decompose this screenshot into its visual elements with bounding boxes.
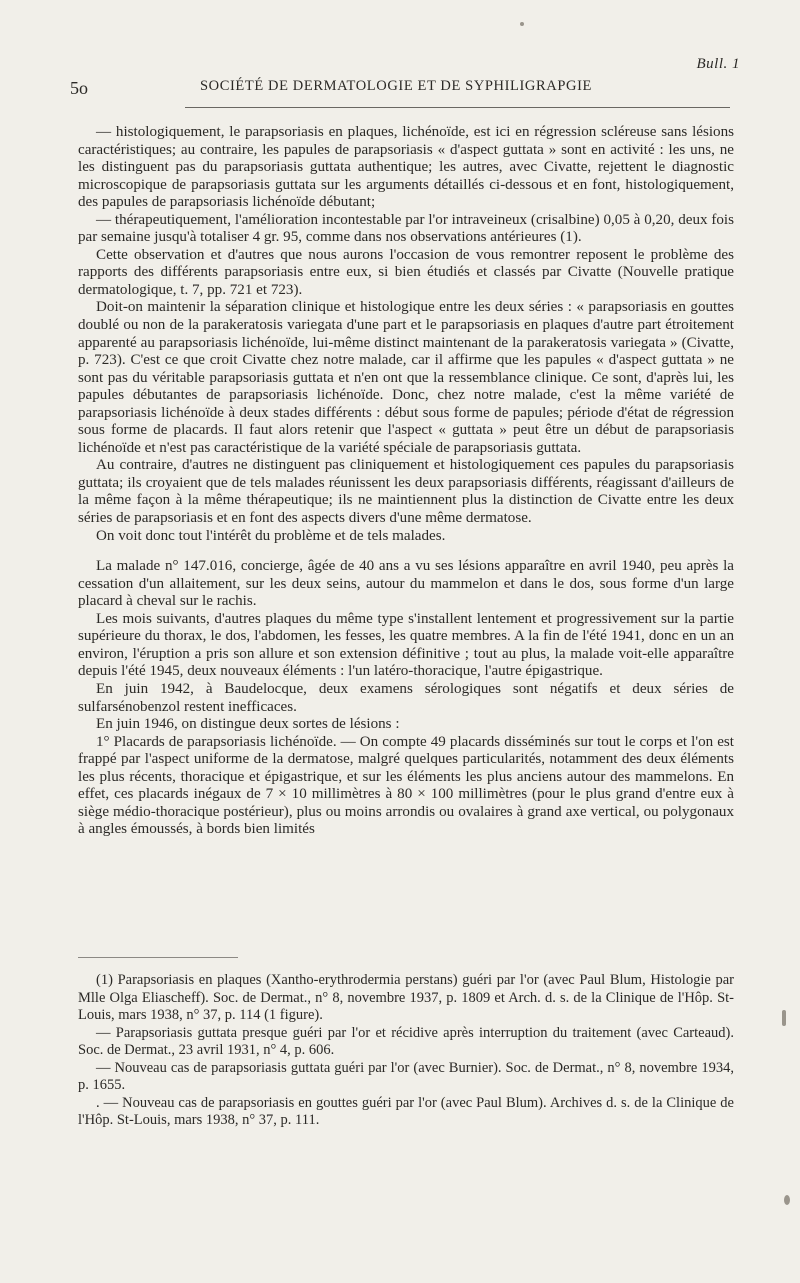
paragraph-problem: Cette observation et d'autres que nous aurons l'occasion de vous remontrer reposent le problème des rapports des différents parapsoriasis entre eux, si bien étudiés et classés par Civatte (Nouvelle pratique dermatologique, t. 7, pp. 721 et 723).: [78, 246, 734, 298]
paragraph-june-1942: En juin 1942, à Baudelocque, deux examens sérologiques sont négatifs et deux séries de sulfarsénobenzol restent inefficaces.: [78, 680, 734, 715]
paragraph-placards: 1° Placards de parapsoriasis lichénoïde. — On compte 49 placards disséminés sur tout le corps et l'on est frappé par l'aspect uniforme de la dermatose, malgré quelques particularités, notamment des deux éléments les plus récents, thoracique et épigastrique, et sur les éléments les plus anciens autour des mammelons. En effet, ces placards inégaux de 7 × 10 millimètres à 80 × 100 millimètres (pour le plus grand d'entre eux à siège médio-thoracique postérieur), plus ou moins arrondis ou ovalaires à grand axe vertical, ou polygonaux à angles émoussés, à bords bien limités: [78, 733, 734, 838]
paper-speck: [784, 1195, 790, 1205]
paragraph-june-1946: En juin 1946, on distingue deux sortes de lésions :: [96, 716, 400, 733]
paragraph-case: La malade n° 147.016, concierge, âgée de 40 ans a vu ses lésions apparaître en avril 1940, peu après la cessation d'un allaitement, sur les deux seins, autour du mammelon et dans le dos, sous forme d'un large placard à cheval sur le rachis.: [78, 558, 734, 610]
paper-speck: [520, 22, 524, 26]
footnote-rule: [78, 957, 238, 958]
paper-speck: [782, 1010, 786, 1026]
paragraph-months: Les mois suivants, d'autres plaques du même type s'installent lentement et progressivement sur la partie supérieure du thorax, le dos, l'abdomen, les fesses, les quatre membres. A la fin de l'été 1941, donc en un an environ, l'éruption a pris son allure et son extension définitive ; tout au plus, la malade voit-elle apparaître depuis l'été 1945, deux nouveaux éléments : l'un latéro-thoracique, l'autre épigastrique.: [78, 610, 734, 680]
running-title: SOCIÉTÉ DE DERMATOLOGIE ET DE SYPHILIGRAPGIE: [200, 78, 592, 94]
footnote-1: (1) Parapsoriasis en plaques (Xantho-erythrodermia perstans) guéri par l'or (avec Paul Blum, Histologie par Mlle Olga Eliascheff). Soc. de Dermat., n° 8, novembre 1937, p. 1809 et Arch. d. s. de la Clinique de l'Hôp. St-Louis, mars 1938, n° 37, p. 114 (1 figure).: [78, 972, 734, 1023]
main-text: [78, 124, 734, 839]
paragraph-separation: Doit-on maintenir la séparation clinique et histologique entre les deux séries : « parapsoriasis en gouttes doublé ou non de la parakeratosis variegata d'une part et le parapsoriasis en plaques d'autre part étroitement apparenté au parapsoriasis lichénoïde, lui-même distinct maintenant de la parakeratosis variegata » (Civatte, p. 723). C'est ce que croit Civatte chez notre malade, car il affirme que les papules « d'aspect guttata » ne sont pas du véritable parapsoriasis guttata et n'en ont que la ressemblance clinique. Ce sont, d'après lui, les papules débutantes de parapsoriasis lichénoïde. Donc, chez notre malade, c'est la même variété de parapsoriasis lichénoïde à deux stades différents : début sous forme de papules; période d'état de régression sous forme de placards. Il faut alors retenir que l'aspect « guttata » peut être un début de parapsoriasis lichénoïde et n'est pas caractéristique de la variété spéciale de parapsoriasis guttata.: [78, 299, 734, 456]
library-stamp: Bull. 1: [696, 56, 740, 72]
footnote-3: — Nouveau cas de parapsoriasis guttata guéri par l'or (avec Burnier). Soc. de Dermat., n° 8, novembre 1934, p. 1655.: [78, 1059, 734, 1093]
page-number: 5o: [70, 78, 88, 98]
header-rule: [185, 107, 730, 108]
paragraph-therapy: — thérapeutiquement, l'amélioration incontestable par l'or intraveineux (crisalbine) 0,05 à 0,20, deux fois par semaine jusqu'à totaliser 4 gr. 95, comme dans nos observations antérieures (1).: [78, 211, 734, 246]
paragraph-interest: On voit donc tout l'intérêt du problème et de tels malades.: [96, 527, 446, 544]
footnote-4: . — Nouveau cas de parapsoriasis en gouttes guéri par l'or (avec Paul Blum). Archives d. s. de la Clinique de l'Hôp. St-Louis, mars 1938, n° 37, p. 111.: [78, 1094, 734, 1128]
footnotes: [78, 972, 734, 1130]
paragraph-contrary: Au contraire, d'autres ne distinguent pas cliniquement et histologiquement ces papules du parapsoriasis guttata; ils croyaient que de tels malades réunissent les deux parapsoriasis différents, réagissant d'ailleurs de la même façon à la même thérapeutique; ils ne maintiennent plus la distinction de Civatte entre les deux séries de parapsoriasis et en font des aspects divers d'une même dermatose.: [78, 457, 734, 527]
footnote-2: — Parapsoriasis guttata presque guéri par l'or et récidive après interruption du traitement (avec Carteaud). Soc. de Dermat., 23 avril 1931, n° 4, p. 606.: [78, 1024, 734, 1058]
paragraph-histology: — histologiquement, le parapsoriasis en plaques, lichénoïde, est ici en régression scléreuse sans lésions caractéristiques; au contraire, les papules de parapsoriasis « d'aspect guttata » sont en activité : les uns, ne les distinguent pas du parapsoriasis guttata authentique; les autres, avec Civatte, rejettent le diagnostic microscopique de parapsoriasis guttata sur les arguments détaillés ci-dessous et en font, histologiquement, des papules de parapsoriasis lichénoïde débutant;: [78, 124, 734, 211]
